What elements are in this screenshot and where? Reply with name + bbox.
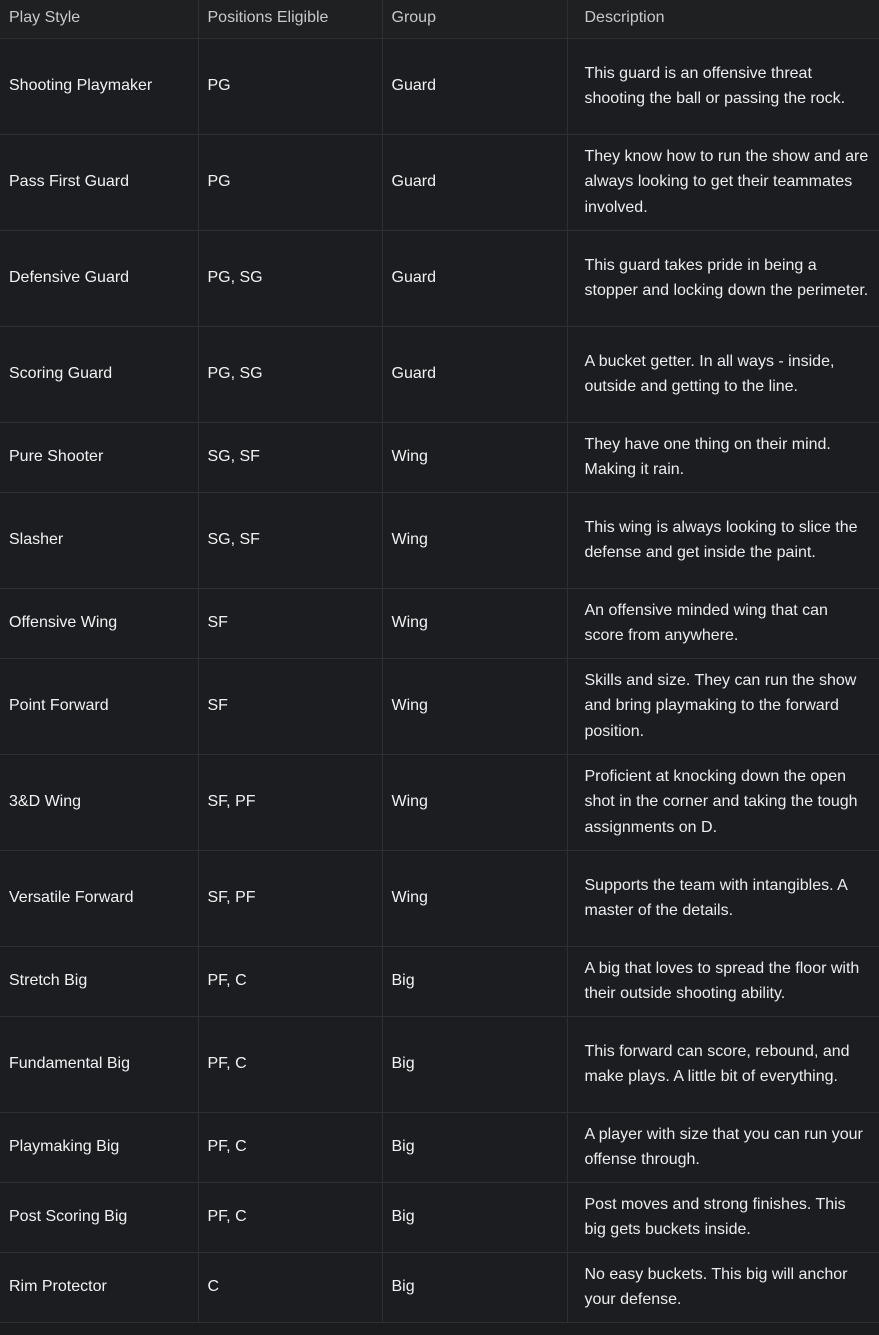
header-description: Description <box>567 0 879 38</box>
table-row <box>0 134 879 230</box>
table-row <box>0 492 879 588</box>
positions-cell: SF <box>198 588 382 658</box>
positions-cell: PG <box>198 134 382 230</box>
play-style-cell: Slasher <box>0 492 198 588</box>
description-cell: A player with size that you can run your offense through. <box>567 1112 879 1182</box>
positions-cell: PF, C <box>198 946 382 1016</box>
group-cell: Wing <box>382 850 567 946</box>
description-cell: Skills and size. They can run the show and bring playmaking to the forward position. <box>567 658 879 754</box>
table-row <box>0 1252 879 1322</box>
play-style-cell: Point Forward <box>0 658 198 754</box>
group-cell: Wing <box>382 754 567 850</box>
description-cell: Post moves and strong finishes. This big gets buckets inside. <box>567 1182 879 1252</box>
description-cell: They have one thing on their mind. Making it rain. <box>567 422 879 492</box>
group-cell: Guard <box>382 230 567 326</box>
positions-cell: SG, SF <box>198 492 382 588</box>
play-style-cell: Shooting Playmaker <box>0 38 198 134</box>
play-style-cell: Stretch Big <box>0 946 198 1016</box>
description-cell: This guard is an offensive threat shooting the ball or passing the rock. <box>567 38 879 134</box>
table-row <box>0 38 879 134</box>
table-row <box>0 1016 879 1112</box>
description-cell: This wing is always looking to slice the defense and get inside the paint. <box>567 492 879 588</box>
positions-cell: PG, SG <box>198 326 382 422</box>
group-cell: Guard <box>382 38 567 134</box>
play-style-cell: Post Scoring Big <box>0 1182 198 1252</box>
group-cell: Wing <box>382 588 567 658</box>
table-header-row <box>0 0 879 38</box>
table-row <box>0 326 879 422</box>
description-cell: They know how to run the show and are always looking to get their teammates involved. <box>567 134 879 230</box>
positions-cell: SF, PF <box>198 754 382 850</box>
play-style-cell: Fundamental Big <box>0 1016 198 1112</box>
play-style-cell: Offensive Wing <box>0 588 198 658</box>
positions-cell: C <box>198 1252 382 1322</box>
group-cell: Guard <box>382 134 567 230</box>
positions-cell: PG <box>198 38 382 134</box>
description-cell: Proficient at knocking down the open shot in the corner and taking the tough assignments on D. <box>567 754 879 850</box>
table-row <box>0 946 879 1016</box>
group-cell: Big <box>382 1252 567 1322</box>
positions-cell: PF, C <box>198 1016 382 1112</box>
group-cell: Guard <box>382 326 567 422</box>
group-cell: Big <box>382 1182 567 1252</box>
play-style-cell: Pure Shooter <box>0 422 198 492</box>
play-style-cell: 3&D Wing <box>0 754 198 850</box>
table-row <box>0 1182 879 1252</box>
table-row <box>0 1112 879 1182</box>
play-style-cell: Defensive Guard <box>0 230 198 326</box>
description-cell: A bucket getter. In all ways - inside, outside and getting to the line. <box>567 326 879 422</box>
header-group: Group <box>382 0 567 38</box>
play-style-cell: Versatile Forward <box>0 850 198 946</box>
group-cell: Big <box>382 1112 567 1182</box>
description-cell: An offensive minded wing that can score from anywhere. <box>567 588 879 658</box>
description-cell: This guard takes pride in being a stopper and locking down the perimeter. <box>567 230 879 326</box>
table-row <box>0 658 879 754</box>
header-positions-eligible: Positions Eligible <box>198 0 382 38</box>
positions-cell: SF <box>198 658 382 754</box>
table-row <box>0 850 879 946</box>
description-cell: A big that loves to spread the floor with their outside shooting ability. <box>567 946 879 1016</box>
description-cell: Supports the team with intangibles. A master of the details. <box>567 850 879 946</box>
positions-cell: SF, PF <box>198 850 382 946</box>
group-cell: Big <box>382 1016 567 1112</box>
table-row <box>0 588 879 658</box>
play-style-cell: Rim Protector <box>0 1252 198 1322</box>
description-cell: This forward can score, rebound, and make plays. A little bit of everything. <box>567 1016 879 1112</box>
play-style-cell: Scoring Guard <box>0 326 198 422</box>
table-row <box>0 422 879 492</box>
play-style-cell: Pass First Guard <box>0 134 198 230</box>
positions-cell: PF, C <box>198 1112 382 1182</box>
play-style-cell: Playmaking Big <box>0 1112 198 1182</box>
group-cell: Wing <box>382 422 567 492</box>
table-row <box>0 754 879 850</box>
group-cell: Wing <box>382 658 567 754</box>
description-cell: No easy buckets. This big will anchor your defense. <box>567 1252 879 1322</box>
positions-cell: PF, C <box>198 1182 382 1252</box>
positions-cell: SG, SF <box>198 422 382 492</box>
header-play-style: Play Style <box>0 0 198 38</box>
group-cell: Big <box>382 946 567 1016</box>
positions-cell: PG, SG <box>198 230 382 326</box>
table-row <box>0 230 879 326</box>
group-cell: Wing <box>382 492 567 588</box>
